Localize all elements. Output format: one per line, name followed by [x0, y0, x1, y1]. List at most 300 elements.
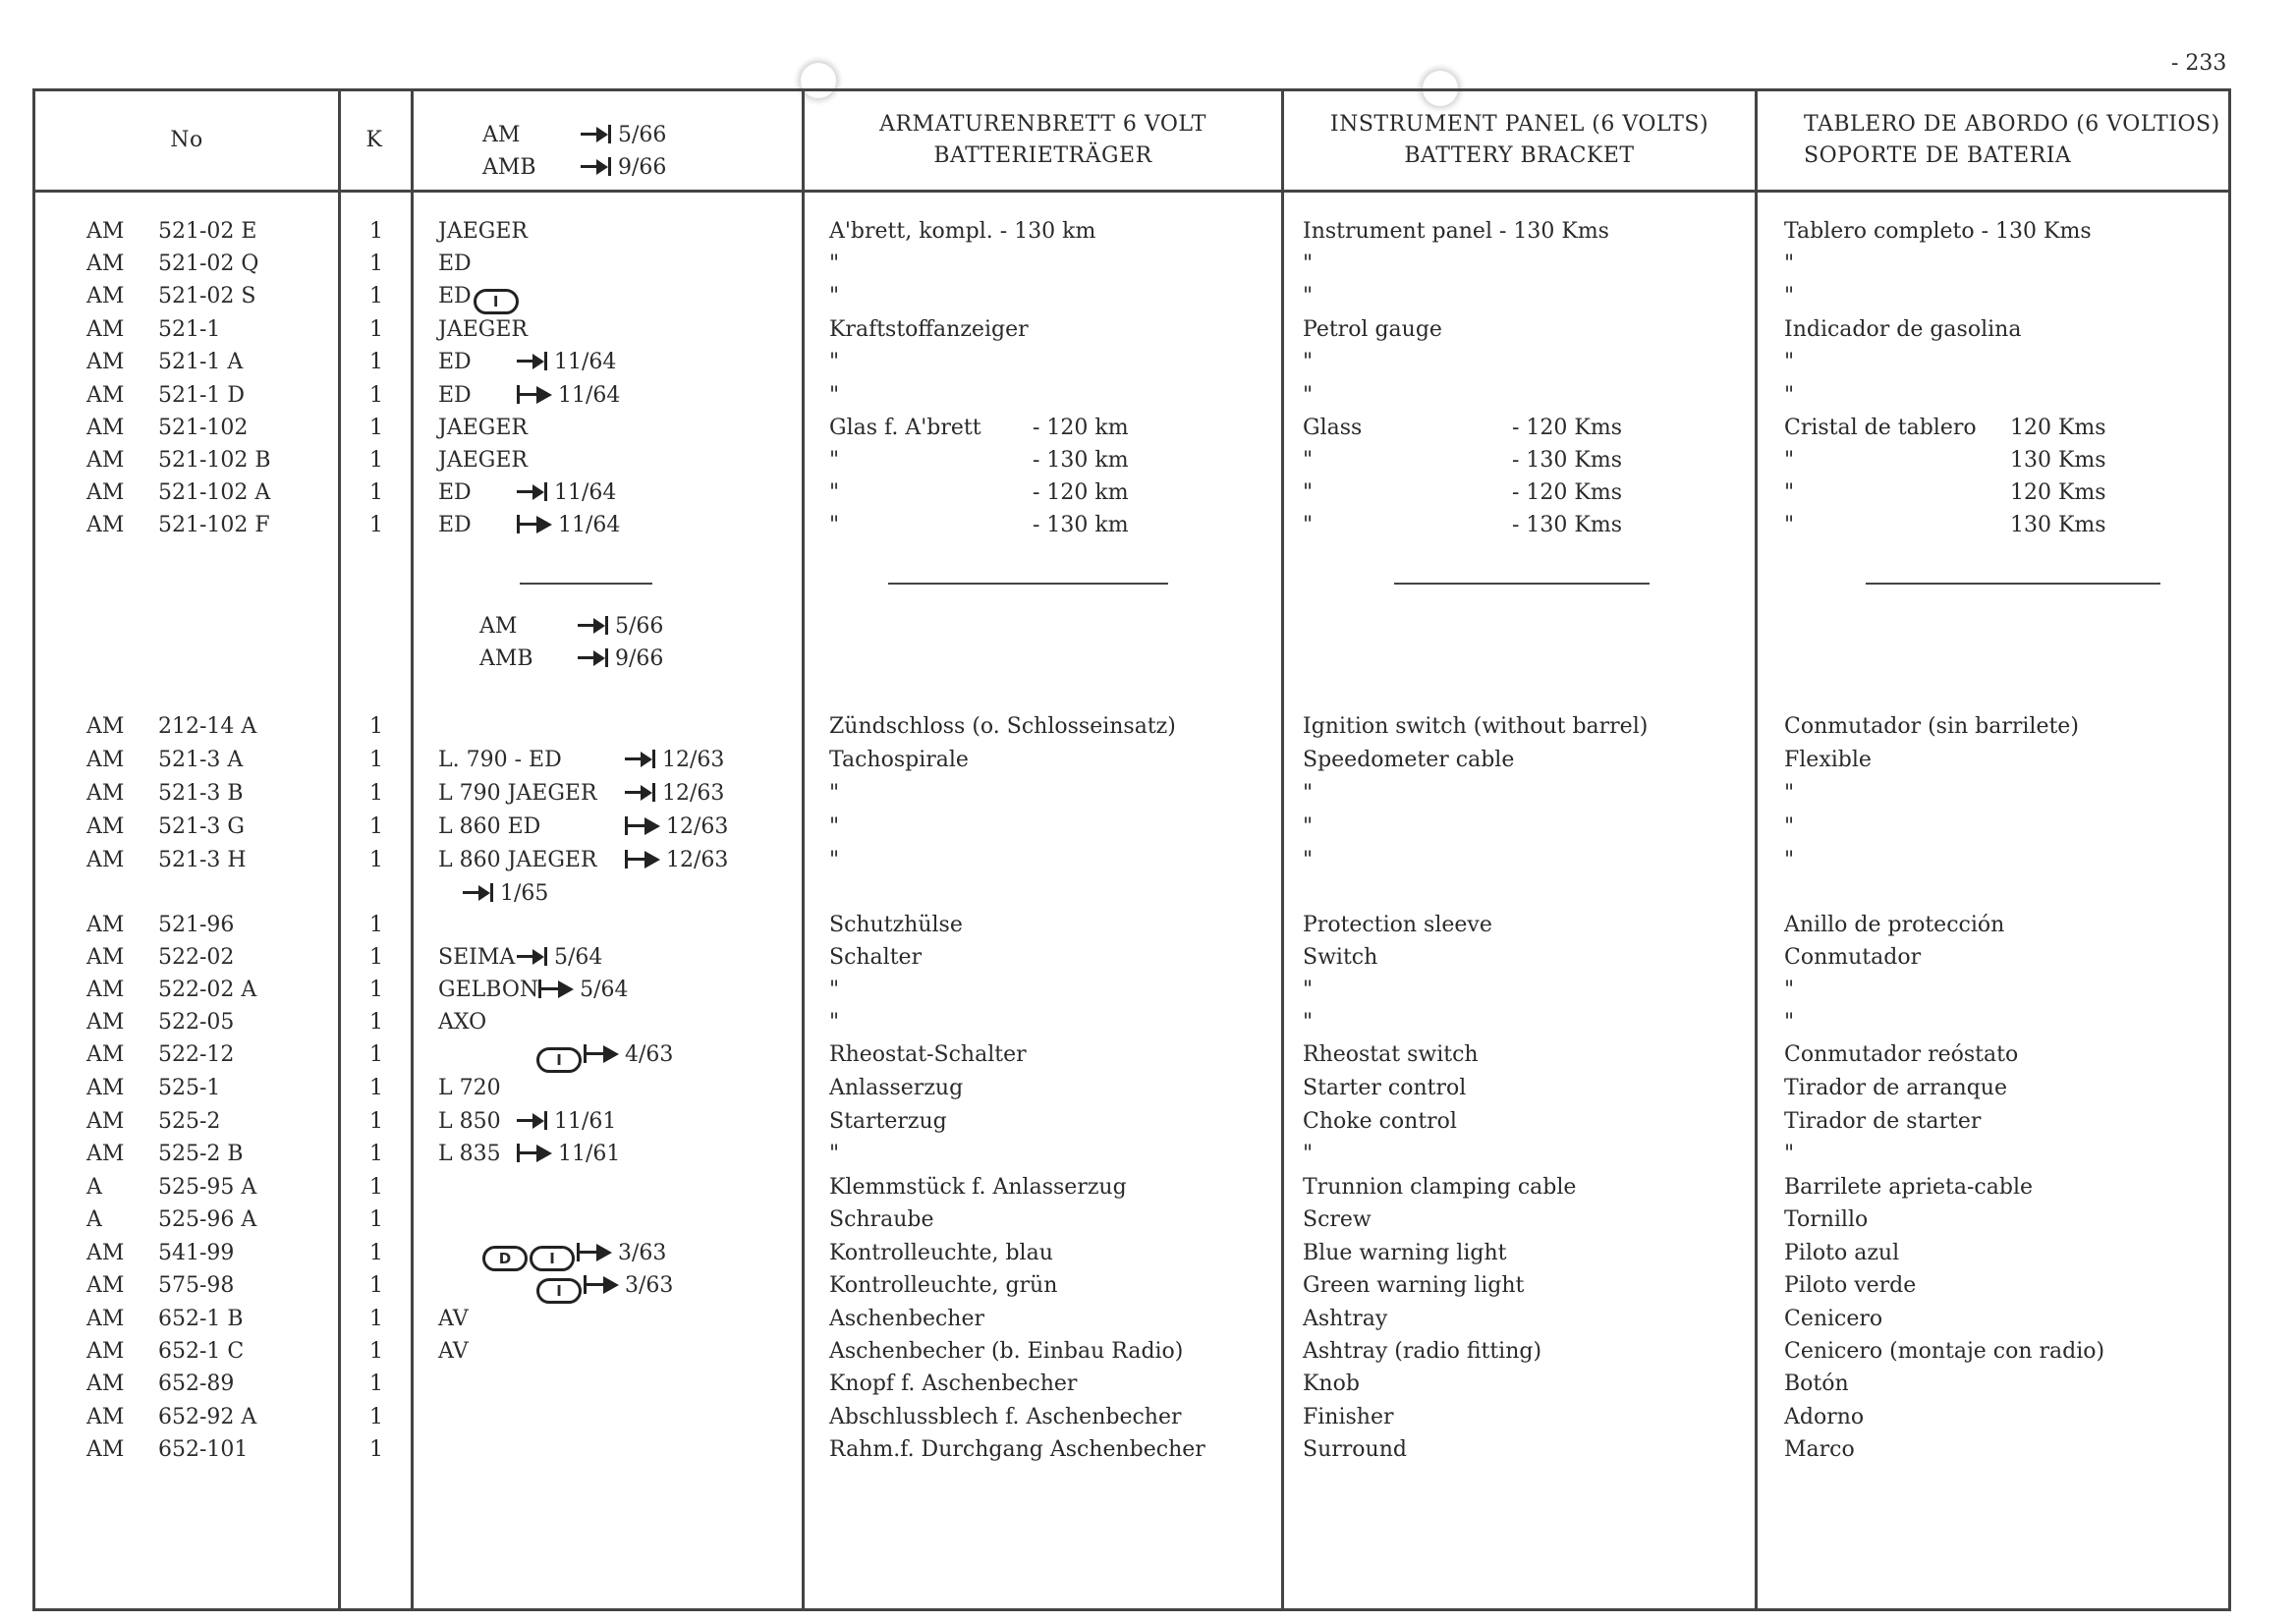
part-number: 521-02 Q — [158, 252, 259, 276]
spanish-description: Piloto azul — [1784, 1241, 1900, 1265]
quantity: 1 — [369, 383, 383, 408]
part-number: 212-14 A — [158, 714, 257, 739]
type-cell — [438, 781, 724, 807]
quantity: 1 — [369, 416, 383, 440]
german-description: Kontrolleuchte, blau — [829, 1241, 1053, 1265]
german-description: A'brett, kompl. - 130 km — [829, 219, 1096, 244]
part-number: 522-02 — [158, 945, 235, 970]
quantity: 1 — [369, 945, 383, 970]
german-description: " — [829, 350, 840, 374]
type-cell — [438, 1010, 486, 1036]
prefix-code: AM — [86, 1142, 125, 1166]
header-spanish — [1804, 109, 2226, 172]
english-description: Rheostat switch — [1303, 1042, 1479, 1067]
english-description: " — [1303, 978, 1314, 1002]
header-english — [1284, 109, 1755, 172]
part-number: 521-02 S — [158, 284, 256, 308]
header-german — [805, 109, 1281, 172]
prefix-code: AM — [86, 219, 125, 244]
prefix-code: AM — [86, 945, 125, 970]
quantity: 1 — [369, 284, 383, 308]
part-number: 521-96 — [158, 913, 235, 937]
date-text: 12/63 — [662, 781, 725, 806]
part-number: 525-2 — [158, 1109, 221, 1134]
prefix-code: A — [86, 1207, 102, 1232]
quantity: 1 — [369, 1207, 383, 1232]
german-description: " — [829, 480, 840, 505]
arrow-to-bar-icon — [517, 948, 550, 964]
model-code: AMB — [479, 646, 533, 671]
header-k: K — [365, 128, 383, 152]
part-number: 521-3 B — [158, 781, 244, 806]
quantity: 1 — [369, 1437, 383, 1462]
prefix-code: AM — [86, 1010, 125, 1035]
type-text: SEIMA — [438, 945, 516, 970]
part-number: 525-95 A — [158, 1175, 257, 1200]
prefix-code: AM — [86, 1076, 125, 1100]
arrow-to-bar-icon — [581, 126, 614, 141]
type-cell — [438, 219, 528, 245]
german-description: Tachospirale — [829, 748, 969, 772]
date-text: 12/63 — [666, 814, 729, 839]
english-description: " — [1303, 513, 1314, 537]
spanish-description: " — [1784, 448, 1795, 473]
arrow-to-bar-icon — [625, 751, 658, 766]
type-text: L 790 JAEGER — [438, 781, 597, 806]
part-number: 522-02 A — [158, 978, 257, 1002]
english-spec: - 120 Kms — [1512, 416, 1622, 440]
bar-to-arrow-icon — [584, 1276, 621, 1292]
english-description: " — [1303, 383, 1314, 408]
spanish-description: " — [1784, 350, 1795, 374]
date-text: 3/63 — [625, 1273, 674, 1298]
model-badge: I — [536, 1047, 582, 1073]
model-badges — [474, 284, 521, 308]
english-description: Ashtray (radio fitting) — [1303, 1339, 1542, 1364]
part-number: 521-3 A — [158, 748, 244, 772]
prefix-code: AM — [86, 383, 125, 408]
prefix-code: AM — [86, 350, 125, 374]
english-description: Knob — [1303, 1372, 1360, 1396]
quantity: 1 — [369, 513, 383, 537]
english-description: Choke control — [1303, 1109, 1457, 1134]
english-description: " — [1303, 781, 1314, 806]
english-description: " — [1303, 252, 1314, 276]
german-description: " — [829, 848, 840, 872]
quantity: 1 — [369, 1307, 383, 1331]
quantity: 1 — [369, 1076, 383, 1100]
german-description: Knopf f. Aschenbecher — [829, 1372, 1078, 1396]
type-text: L 835 — [438, 1142, 501, 1166]
german-description: " — [829, 448, 840, 473]
german-spec: - 130 km — [1033, 513, 1129, 537]
spanish-description: " — [1784, 1010, 1795, 1035]
spanish-description: Anillo de protección — [1784, 913, 2005, 937]
quantity: 1 — [369, 1339, 383, 1364]
prefix-code: AM — [86, 814, 125, 839]
part-number: 525-1 — [158, 1076, 221, 1100]
german-spec: - 120 km — [1033, 416, 1129, 440]
type-cell — [438, 1076, 501, 1101]
spanish-description: " — [1784, 252, 1795, 276]
type-text: L 850 — [438, 1109, 501, 1134]
spanish-spec: 130 Kms — [2010, 448, 2106, 473]
type-cell — [438, 848, 728, 873]
type-text: L 860 ED — [438, 814, 541, 839]
prefix-code: AM — [86, 448, 125, 473]
prefix-code: AM — [86, 781, 125, 806]
date-text: 5/66 — [615, 614, 664, 639]
type-cell — [438, 317, 528, 343]
type-cell — [438, 945, 602, 971]
quantity: 1 — [369, 978, 383, 1002]
type-cell — [438, 978, 629, 1003]
german-description: Zündschloss (o. Schlosseinsatz) — [829, 714, 1176, 739]
type-text: JAEGER — [438, 416, 528, 440]
type-text: ED — [438, 480, 472, 505]
type-text: L 860 JAEGER — [438, 848, 597, 872]
german-description: Schalter — [829, 945, 923, 970]
quantity: 1 — [369, 317, 383, 342]
part-number: 521-1 D — [158, 383, 246, 408]
spanish-description: Conmutador (sin barrilete) — [1784, 714, 2079, 739]
spanish-description: " — [1784, 781, 1795, 806]
prefix-code: AM — [86, 1339, 125, 1364]
date-text: 11/64 — [554, 350, 617, 374]
english-spec: - 120 Kms — [1512, 480, 1622, 505]
part-number: 652-1 B — [158, 1307, 244, 1331]
quantity: 1 — [369, 252, 383, 276]
date-text: 1/65 — [500, 881, 549, 906]
spanish-description: Conmutador — [1784, 945, 1922, 970]
date-text: 11/61 — [558, 1142, 621, 1166]
quantity: 1 — [369, 848, 383, 872]
date-text: 11/64 — [554, 480, 617, 505]
part-number: 521-3 G — [158, 814, 245, 839]
quantity: 1 — [369, 1109, 383, 1134]
part-number: 521-102 — [158, 416, 249, 440]
model-code: AM — [482, 123, 521, 147]
bar-to-arrow-icon — [517, 386, 554, 402]
type-text: ED — [438, 513, 472, 537]
date-text: 5/66 — [618, 123, 667, 147]
english-spec: - 130 Kms — [1512, 513, 1622, 537]
prefix-code: AM — [86, 284, 125, 308]
date-text: 12/63 — [662, 748, 725, 772]
spanish-description: Barrilete aprieta-cable — [1784, 1175, 2033, 1200]
date-text: 12/63 — [666, 848, 729, 872]
part-number: 521-102 A — [158, 480, 271, 505]
part-number: 521-3 H — [158, 848, 247, 872]
spanish-description: " — [1784, 284, 1795, 308]
prefix-code: AM — [86, 1241, 125, 1265]
part-number: 521-102 B — [158, 448, 271, 473]
spanish-description: Tornillo — [1784, 1207, 1869, 1232]
quantity: 1 — [369, 1372, 383, 1396]
header-german-line1: ARMATURENBRETT 6 VOLT — [879, 112, 1206, 137]
model-badge: I — [536, 1278, 582, 1304]
arrow-to-bar-icon — [625, 784, 658, 800]
german-description: Rahm.f. Durchgang Aschenbecher — [829, 1437, 1205, 1462]
spanish-description: Tirador de starter — [1784, 1109, 1982, 1134]
german-description: Aschenbecher (b. Einbau Radio) — [829, 1339, 1184, 1364]
type-cell — [438, 1241, 666, 1267]
type-cell — [438, 814, 728, 840]
header-spanish-line2: SOPORTE DE BATERIA — [1804, 143, 2072, 168]
english-description: Protection sleeve — [1303, 913, 1492, 937]
english-description: " — [1303, 448, 1314, 473]
arrow-to-bar-icon — [581, 158, 614, 174]
german-description: Rheostat-Schalter — [829, 1042, 1027, 1067]
english-description: " — [1303, 1010, 1314, 1035]
spanish-description: Adorno — [1784, 1405, 1865, 1429]
model-badge: D — [482, 1246, 528, 1271]
type-text: ED — [438, 252, 472, 276]
english-description: " — [1303, 284, 1314, 308]
col-divider — [1755, 91, 1758, 1608]
col-divider — [802, 91, 805, 1608]
prefix-code: A — [86, 1175, 102, 1200]
spanish-description: " — [1784, 480, 1795, 505]
bar-to-arrow-icon — [577, 1244, 614, 1260]
header-english-line1: INSTRUMENT PANEL (6 VOLTS) — [1329, 112, 1709, 137]
spanish-description: Piloto verde — [1784, 1273, 1917, 1298]
spanish-description: " — [1784, 513, 1795, 537]
english-description: Surround — [1303, 1437, 1407, 1462]
english-description: Glass — [1303, 416, 1363, 440]
quantity: 1 — [369, 1175, 383, 1200]
english-description: Screw — [1303, 1207, 1372, 1232]
quantity: 1 — [369, 714, 383, 739]
german-description: Starterzug — [829, 1109, 947, 1134]
english-description: Ignition switch (without barrel) — [1303, 714, 1649, 739]
bar-to-arrow-icon — [517, 516, 554, 532]
type-text: AV — [438, 1339, 469, 1364]
type-cell — [438, 881, 548, 907]
part-number: 652-101 — [158, 1437, 249, 1462]
spanish-description: " — [1784, 814, 1795, 839]
german-description: Schutzhülse — [829, 913, 963, 937]
type-text: AV — [438, 1307, 469, 1331]
model-badges — [482, 1241, 577, 1265]
date-text: 5/64 — [554, 945, 603, 970]
spanish-description: Flexible — [1784, 748, 1872, 772]
type-text: ED — [438, 284, 472, 308]
section-rule — [520, 583, 652, 585]
model-badges — [536, 1042, 584, 1067]
col-divider — [1281, 91, 1284, 1608]
part-number: 521-02 E — [158, 219, 257, 244]
model-code: AM — [479, 614, 518, 639]
type-text: L. 790 - ED — [438, 748, 562, 772]
german-description: Anlasserzug — [829, 1076, 964, 1100]
model-date-line — [479, 643, 663, 675]
parts-table — [32, 88, 2231, 1611]
english-description: Instrument panel - 130 Kms — [1303, 219, 1609, 244]
col-divider — [338, 91, 341, 1608]
english-spec: - 130 Kms — [1512, 448, 1622, 473]
prefix-code: AM — [86, 748, 125, 772]
german-description: " — [829, 513, 840, 537]
page-number: - 233 — [2171, 51, 2227, 76]
type-cell — [438, 1273, 673, 1300]
part-number: 525-96 A — [158, 1207, 257, 1232]
english-description: Starter control — [1303, 1076, 1467, 1100]
german-description: Klemmstück f. Anlasserzug — [829, 1175, 1127, 1200]
date-text: 3/63 — [618, 1241, 667, 1265]
english-description: Switch — [1303, 945, 1378, 970]
spanish-description: Tirador de arranque — [1784, 1076, 2007, 1100]
spanish-description: Botón — [1784, 1372, 1849, 1396]
spanish-description: " — [1784, 978, 1795, 1002]
type-cell — [438, 383, 620, 409]
type-cell — [438, 284, 521, 310]
spanish-description: Cenicero (montaje con radio) — [1784, 1339, 2105, 1364]
prefix-code: AM — [86, 480, 125, 505]
german-description: " — [829, 1010, 840, 1035]
spanish-description: " — [1784, 848, 1795, 872]
german-spec: - 130 km — [1033, 448, 1129, 473]
date-text: 11/64 — [558, 513, 621, 537]
quantity: 1 — [369, 1405, 383, 1429]
spanish-description: Marco — [1784, 1437, 1855, 1462]
col-divider — [411, 91, 414, 1608]
german-description: " — [829, 284, 840, 308]
quantity: 1 — [369, 1273, 383, 1298]
spanish-spec: 120 Kms — [2010, 480, 2106, 505]
bar-to-arrow-icon — [625, 851, 662, 867]
type-text: JAEGER — [438, 317, 528, 342]
quantity: 1 — [369, 1142, 383, 1166]
spanish-spec: 120 Kms — [2010, 416, 2106, 440]
arrow-to-bar-icon — [578, 617, 611, 633]
type-cell — [438, 748, 724, 773]
model-badge: I — [474, 289, 519, 314]
prefix-code: AM — [86, 1273, 125, 1298]
part-number: 521-1 — [158, 317, 221, 342]
prefix-code: AM — [86, 1042, 125, 1067]
date-text: 5/64 — [580, 978, 629, 1002]
part-number: 652-92 A — [158, 1405, 257, 1429]
english-description: Speedometer cable — [1303, 748, 1515, 772]
german-description: " — [829, 781, 840, 806]
bar-to-arrow-icon — [584, 1045, 621, 1061]
date-text: 9/66 — [615, 646, 664, 671]
header-no: No — [170, 128, 203, 152]
quantity: 1 — [369, 448, 383, 473]
model-date-line — [482, 151, 666, 184]
type-text: ED — [438, 383, 472, 408]
german-description: " — [829, 252, 840, 276]
part-number: 521-102 F — [158, 513, 270, 537]
type-text: JAEGER — [438, 448, 528, 473]
quantity: 1 — [369, 814, 383, 839]
german-description: Glas f. A'brett — [829, 416, 981, 440]
part-number: 652-1 C — [158, 1339, 245, 1364]
prefix-code: AM — [86, 913, 125, 937]
english-description: Trunnion clamping cable — [1303, 1175, 1577, 1200]
type-cell — [438, 1042, 673, 1069]
arrow-to-bar-icon — [517, 1112, 550, 1128]
model-date-line — [482, 119, 666, 151]
part-number: 521-1 A — [158, 350, 244, 374]
prefix-code: AM — [86, 1372, 125, 1396]
quantity: 1 — [369, 480, 383, 505]
part-number: 525-2 B — [158, 1142, 244, 1166]
spanish-description: Indicador de gasolina — [1784, 317, 2022, 342]
quantity: 1 — [369, 1241, 383, 1265]
section-rule — [1866, 583, 2160, 585]
type-cell — [438, 480, 616, 506]
date-text: 9/66 — [618, 155, 667, 180]
header-english-line2: BATTERY BRACKET — [1404, 143, 1635, 168]
german-description: " — [829, 978, 840, 1002]
bar-to-arrow-icon — [625, 817, 662, 833]
english-description: " — [1303, 1142, 1314, 1166]
type-text: AXO — [438, 1010, 487, 1035]
english-description: Ashtray — [1303, 1307, 1388, 1331]
type-cell — [438, 448, 528, 474]
header-models — [482, 119, 666, 184]
prefix-code: AM — [86, 513, 125, 537]
date-text: 11/61 — [554, 1109, 617, 1134]
spanish-description: Tablero completo - 130 Kms — [1784, 219, 2092, 244]
german-description: " — [829, 383, 840, 408]
type-text: ED — [438, 350, 472, 374]
type-text: JAEGER — [438, 219, 528, 244]
header-separator — [35, 190, 2228, 193]
german-description: " — [829, 814, 840, 839]
quantity: 1 — [369, 913, 383, 937]
english-description: Green warning light — [1303, 1273, 1525, 1298]
date-text: 11/64 — [558, 383, 621, 408]
german-description: Kraftstoffanzeiger — [829, 317, 1029, 342]
type-text: GELBON — [438, 978, 539, 1002]
prefix-code: AM — [86, 317, 125, 342]
prefix-code: AM — [86, 1109, 125, 1134]
model-date-line — [479, 610, 663, 643]
part-number: 652-89 — [158, 1372, 235, 1396]
type-text: L 720 — [438, 1076, 501, 1100]
type-cell — [438, 350, 616, 375]
quantity: 1 — [369, 219, 383, 244]
type-cell — [438, 513, 620, 538]
quantity: 1 — [369, 350, 383, 374]
spanish-description: Cristal de tablero — [1784, 416, 1977, 440]
model-code: AMB — [482, 155, 536, 180]
part-number: 541-99 — [158, 1241, 235, 1265]
german-description: " — [829, 1142, 840, 1166]
type-cell — [438, 1109, 616, 1135]
quantity: 1 — [369, 1010, 383, 1035]
quantity: 1 — [369, 748, 383, 772]
type-cell — [438, 1339, 469, 1365]
spanish-spec: 130 Kms — [2010, 513, 2106, 537]
english-description: " — [1303, 480, 1314, 505]
prefix-code: AM — [86, 252, 125, 276]
german-description: Abschlussblech f. Aschenbecher — [829, 1405, 1182, 1429]
model-badge: I — [530, 1246, 575, 1271]
arrow-to-bar-icon — [578, 649, 611, 665]
prefix-code: AM — [86, 978, 125, 1002]
arrow-to-bar-icon — [517, 483, 550, 499]
german-description: Kontrolleuchte, grün — [829, 1273, 1058, 1298]
mid-models — [479, 610, 663, 675]
part-number: 522-05 — [158, 1010, 235, 1035]
part-number: 575-98 — [158, 1273, 235, 1298]
prefix-code: AM — [86, 1405, 125, 1429]
english-description: " — [1303, 350, 1314, 374]
